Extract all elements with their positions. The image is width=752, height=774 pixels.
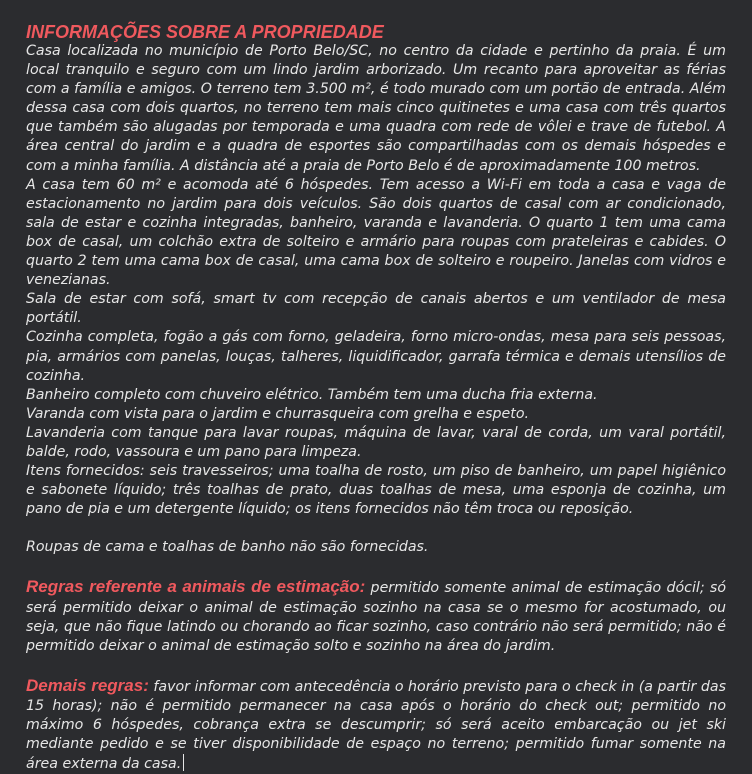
description-paragraph-location: Casa localizada no município de Porto Belo/SC, no centro da cidade e pertinho da praia. É um local tranquilo e seguro com um lindo jardim arborizado. Um recanto para aproveitar as férias com a família e amigos. O terreno tem 3.500 m², é todo murado com um portão de entrada. Além dessa casa com dois quartos, no terreno tem mais cinco quitinetes e uma casa com três quartos que também são alugadas por temporada e uma quadra com rede de vôlei e trave de futebol. A área central do jardim e a quadra de esportes são compartilhadas com os demais hóspedes e com a minha família. A distância até a praia de Porto Belo é de aproximadamente 100 metros. [26,43,726,174]
pet-rules-text: permitido somente animal de estimação dócil; só será permitido deixar o animal de estimação sozinho na casa se o mesmo for acostumado, ou seja, que não fique latindo ou chorando ao ficar sozinho, caso contrário não será permitido; não é permitido deixar o animal de estimação solto e sozinho na área do jardim. [26,580,726,654]
property-description-document[interactable] [26,22,726,774]
description-paragraph-bathroom: Banheiro completo com chuveiro elétrico. Também tem uma ducha fria externa. [26,386,598,403]
description-paragraph-house: A casa tem 60 m² e acomoda até 6 hóspedes. Tem acesso a Wi-Fi em toda a casa e vaga de estacionamento no jardim para dois veículos. São dois quartos de casal com ar condicionado, sala de estar e cozinha integradas, banheiro, varanda e lavanderia. O quarto 1 tem uma cama box de casal, um colchão extra de solteiro e armário para roupas com prateleiras e cabides. O quarto 2 tem uma cama box de casal, uma cama box de solteiro e roupeiro. Janelas com vidros e venezianas. [26,176,726,289]
pet-rules-paragraph [26,577,726,655]
description-paragraph-living-room: Sala de estar com sofá, smart tv com recepção de canais abertos e um ventilador de mesa portátil. [26,291,726,327]
other-rules-text: favor informar com antecedência o horário previsto para o check in (a partir das 15 horas); não é permitido permanecer na casa após o horário do check out; permitido no máximo 6 hóspedes, cobrança extra se descumprir; só será aceito embarcação ou jet ski mediante pedido e se tiver disponibilidade de espaço no terreno; permitido fumar somente na área externa da casa. [26,678,726,773]
description-paragraph-laundry: Lavanderia com tanque para lavar roupas, máquina de lavar, varal de corda, um varal portátil, balde, rodo, vassoura e um pano para limpeza. [26,424,726,460]
other-rules-label: Demais regras: [26,675,149,695]
pet-rules-label: Regras referente a animais de estimação: [26,577,366,597]
description-paragraph-supplied-items: Itens fornecidos: seis travesseiros; uma toalha de rosto, um piso de banheiro, um papel higiênico e sabonete líquido; três toalhas de prato, duas toalhas de mesa, uma esponja de cozinha, um pano de pia e um detergente líquido; os itens fornecidos não têm troca ou reposição. [26,463,726,518]
text-cursor [183,754,184,771]
section-heading: INFORMAÇÕES SOBRE A PROPRIEDADE [26,22,384,42]
description-paragraph-porch: Varanda com vista para o jardim e churrasqueira com grelha e espeto. [26,405,530,422]
linens-note: Roupas de cama e toalhas de banho não são fornecidas. [26,539,429,556]
description-paragraph-kitchen: Cozinha completa, fogão a gás com forno, geladeira, forno micro-ondas, mesa para seis pessoas, pia, armários com panelas, louças, talheres, liquidificador, garrafa térmica e demais utensílios de cozinha. [26,329,726,384]
other-rules-paragraph [26,676,726,774]
